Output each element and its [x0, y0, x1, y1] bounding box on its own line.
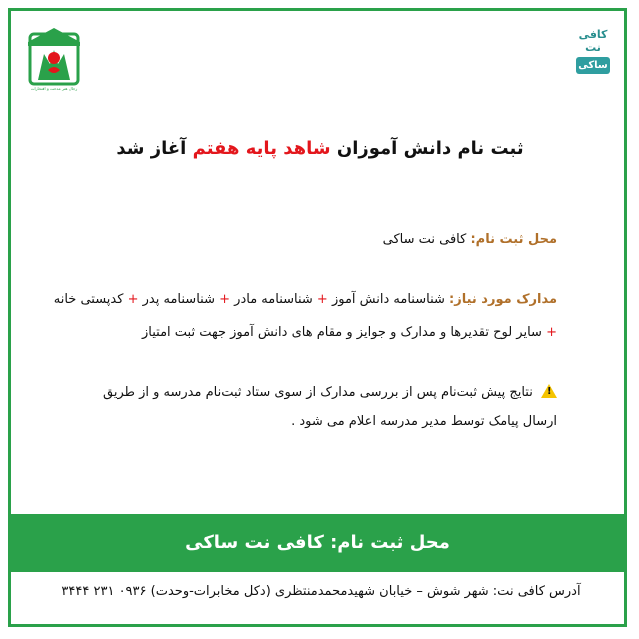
document-item: شناسنامه پدر: [142, 292, 215, 307]
brand-box: ساکی: [576, 57, 610, 74]
registration-banner: محل ثبت نام: کافی نت ساکی: [11, 514, 624, 572]
page-title: [60, 138, 580, 159]
logo-caption: رجال هنر مدحت و افتخارات: [30, 86, 78, 91]
title-part2: آغاز شد: [116, 138, 187, 159]
plus-separator: +: [546, 325, 557, 340]
document-item: سایر لوح تقدیرها و مدارک و جوایز و مقام های دانش آموز جهت ثبت امتیاز: [142, 325, 542, 340]
plus-separator: +: [316, 292, 328, 307]
documents-line-1: [54, 292, 557, 307]
notice-line-1: [103, 384, 557, 400]
documents-label: مدارک مورد نیاز:: [449, 292, 557, 307]
plus-separator: +: [127, 292, 139, 307]
document-item: شناسنامه دانش آموز: [331, 292, 445, 307]
title-part1: ثبت نام دانش آموزان: [336, 138, 524, 159]
address-footer: آدرس کافی نت: شهر شوش – خیابان شهیدمحمدمنتظری (دکل مخابرات-وحدت) ۰۹۳۶ ۲۳۱ ۳۴۴۴: [61, 584, 581, 599]
brand-badge: [576, 28, 610, 74]
document-item: کدپستی خانه: [53, 292, 124, 307]
registration-value: کافی نت ساکی: [382, 232, 467, 247]
registration-line: [383, 232, 557, 247]
brand-name: کافی نت: [578, 28, 608, 54]
document-item: شناسنامه مادر: [234, 292, 313, 307]
registration-label: محل ثبت نام:: [470, 232, 557, 247]
documents-line-2: [142, 325, 557, 340]
notice-line-2: [291, 414, 557, 429]
plus-separator: +: [219, 292, 231, 307]
warning-icon: !: [541, 384, 557, 398]
notice-text-1: نتایج پیش ثبت‌نام پس از بررسی مدارک از سوی ستاد ثبت‌نام مدرسه و از طریق: [103, 385, 533, 400]
title-highlight: شاهد پایه هفتم: [192, 138, 331, 159]
school-emblem-icon: [22, 24, 86, 94]
notice-text-2: ارسال پیامک توسط مدیر مدرسه اعلام می شود .: [291, 414, 557, 429]
